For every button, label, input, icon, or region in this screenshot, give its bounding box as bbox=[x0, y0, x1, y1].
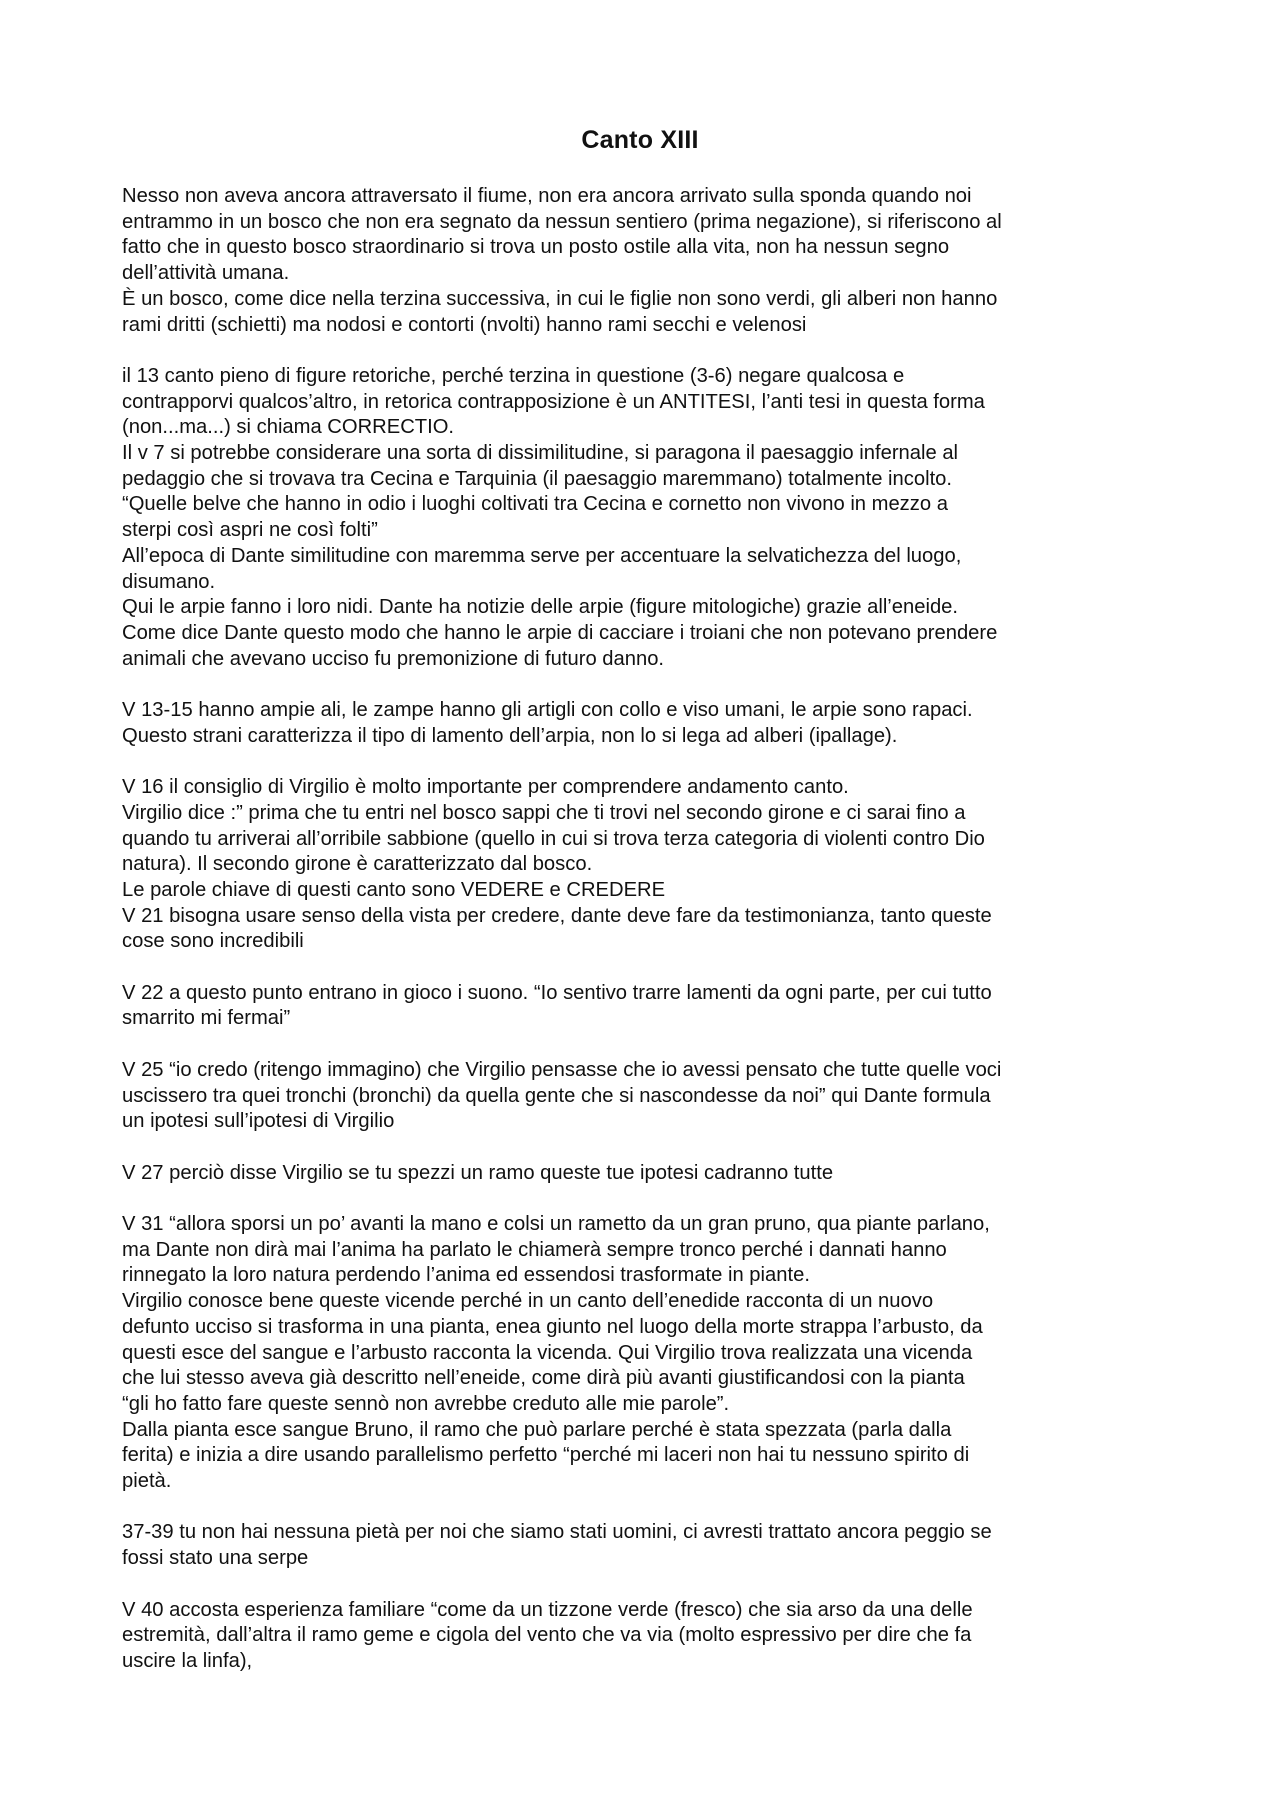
text-line: uscire la linfa), bbox=[122, 1649, 253, 1672]
text-line: “Quelle belve che hanno in odio i luoghi coltivati tra Cecina e cornetto non vivono in mezzo a bbox=[122, 493, 948, 516]
text-line: dell’attività umana. bbox=[122, 262, 290, 285]
paragraph bbox=[122, 981, 1182, 1032]
text-line: Come dice Dante questo modo che hanno le arpie di cacciare i troiani che non potevano prendere bbox=[122, 621, 998, 644]
text-line: natura). Il secondo girone è caratterizzato dal bosco. bbox=[122, 853, 593, 876]
text-line: estremità, dall’altra il ramo geme e cigola del vento che va via (molto espressivo per dire che fa bbox=[122, 1624, 972, 1647]
text-line: entrammo in un bosco che non era segnato da nessun sentiero (prima negazione), si riferiscono al bbox=[122, 210, 1002, 233]
text-line: V 27 perciò disse Virgilio se tu spezzi un ramo queste tue ipotesi cadranno tutte bbox=[122, 1161, 834, 1184]
text-line: fossi stato una serpe bbox=[122, 1547, 309, 1570]
text-line: contrapporvi qualcos’altro, in retorica contrapposizione è un ANTITESI, l’anti tesi in questa forma bbox=[122, 390, 985, 413]
paragraph-gap bbox=[122, 1032, 1182, 1058]
text-line: sterpi così aspri ne così folti” bbox=[122, 519, 378, 542]
paragraph bbox=[122, 184, 1182, 338]
page-title: Canto XIII bbox=[581, 126, 699, 154]
text-line: Virgilio dice :” prima che tu entri nel bosco sappi che ti trovi nel secondo girone e ci sarai fino a bbox=[122, 801, 966, 824]
text-line: Qui le arpie fanno i loro nidi. Dante ha notizie delle arpie (figure mitologiche) grazie all’eneide. bbox=[122, 596, 959, 619]
text-line: cose sono incredibili bbox=[122, 930, 304, 953]
paragraph bbox=[122, 1598, 1182, 1675]
paragraph-gap bbox=[122, 1572, 1182, 1598]
text-line: questi esce del sangue e l’arbusto racconta la vicenda. Qui Virgilio trova realizzata una vicenda bbox=[122, 1341, 973, 1364]
text-line: Le parole chiave di questi canto sono VEDERE e CREDERE bbox=[122, 878, 666, 901]
paragraph-gap bbox=[122, 1186, 1182, 1212]
text-line: pietà. bbox=[122, 1470, 172, 1493]
text-line: V 25 “io credo (ritengo immagino) che Virgilio pensasse che io avessi pensato che tutte quelle voci bbox=[122, 1058, 1002, 1081]
paragraph bbox=[122, 775, 1182, 955]
paragraph bbox=[122, 698, 1182, 749]
text-line: Nesso non aveva ancora attraversato il fiume, non era ancora arrivato sulla sponda quando noi bbox=[122, 185, 972, 207]
paragraph bbox=[122, 1212, 1182, 1495]
text-line: “gli ho fatto fare queste sennò non avrebbe creduto alle mie parole”. bbox=[122, 1392, 730, 1415]
paragraph-gap bbox=[122, 749, 1182, 775]
text-line: rami dritti (schietti) ma nodosi e contorti (nvolti) hanno rami secchi e velenosi bbox=[122, 313, 807, 336]
paragraph bbox=[122, 1058, 1182, 1135]
paragraph-gap bbox=[122, 672, 1182, 698]
text-line: animali che avevano ucciso fu premonizione di futuro danno. bbox=[122, 647, 665, 670]
text-line: (non...ma...) si chiama CORRECTIO. bbox=[122, 416, 455, 439]
text-line: V 16 il consiglio di Virgilio è molto importante per comprendere andamento canto. bbox=[122, 776, 849, 799]
text-line: 37-39 tu non hai nessuna pietà per noi che siamo stati uomini, ci avresti trattato ancora peggio se bbox=[122, 1521, 992, 1544]
text-line: rinnegato la loro natura perdendo l’anima ed essendosi trasformate in piante. bbox=[122, 1264, 810, 1287]
text-line: un ipotesi sull’ipotesi di Virgilio bbox=[122, 1110, 395, 1133]
text-line: quando tu arriverai all’orribile sabbione (quello in cui si trova terza categoria di violenti contro Dio bbox=[122, 827, 985, 850]
text-line: smarrito mi fermai” bbox=[122, 1007, 291, 1030]
text-line: Dalla pianta esce sangue Bruno, il ramo che può parlare perché è stata spezzata (parla dalla bbox=[122, 1418, 952, 1441]
paragraph-gap bbox=[122, 1495, 1182, 1521]
text-line: V 13-15 hanno ampie ali, le zampe hanno gli artigli con collo e viso umani, le arpie sono rapaci. bbox=[122, 699, 973, 722]
text-line: uscissero tra quei tronchi (bronchi) da quella gente che si nascondesse da noi” qui Dante formula bbox=[122, 1084, 991, 1107]
paragraph-gap bbox=[122, 955, 1182, 981]
text-line: V 21 bisogna usare senso della vista per credere, dante deve fare da testimonianza, tanto queste bbox=[122, 904, 992, 927]
text-line: V 22 a questo punto entrano in gioco i suono. “Io sentivo trarre lamenti da ogni parte, per cui tutto bbox=[122, 981, 992, 1004]
text-line: Virgilio conosce bene queste vicende perché in un canto dell’enedide racconta di un nuovo bbox=[122, 1290, 934, 1313]
text-line: ferita) e inizia a dire usando parallelismo perfetto “perché mi laceri non hai tu nessuno spirito di bbox=[122, 1444, 970, 1467]
text-line: fatto che in questo bosco straordinario si trova un posto ostile alla vita, non ha nessun segno bbox=[122, 236, 950, 259]
paragraph bbox=[122, 1520, 1182, 1571]
text-line: il 13 canto pieno di figure retoriche, perché terzina in questione (3-6) negare qualcosa e bbox=[122, 364, 905, 387]
paragraph bbox=[122, 364, 1182, 672]
text-line: ma Dante non dirà mai l’anima ha parlato le chiamerà sempre tronco perché i dannati hanno bbox=[122, 1238, 947, 1261]
text-line: pedaggio che si trovava tra Cecina e Tarquinia (il paesaggio maremmano) totalmente incolto. bbox=[122, 467, 953, 490]
text-line: V 40 accosta esperienza familiare “come da un tizzone verde (fresco) che sia arso da una delle bbox=[122, 1598, 973, 1621]
text-line: Il v 7 si potrebbe considerare una sorta di dissimilitudine, si paragona il paesaggio infernale al bbox=[122, 442, 959, 465]
paragraph-gap bbox=[122, 338, 1182, 364]
text-line: È un bosco, come dice nella terzina successiva, in cui le figlie non sono verdi, gli alberi non hanno bbox=[122, 287, 998, 310]
text-line: disumano. bbox=[122, 570, 216, 593]
text-line: All’epoca di Dante similitudine con maremma serve per accentuare la selvatichezza del luogo, bbox=[122, 544, 962, 567]
text-line: V 31 “allora sporsi un po’ avanti la mano e colsi un rametto da un gran pruno, qua piante parlano, bbox=[122, 1213, 990, 1236]
text-line: defunto ucciso si trasforma in una pianta, enea giunto nel luogo della morte strappa l’arbusto, da bbox=[122, 1315, 983, 1338]
paragraph bbox=[122, 1161, 1182, 1187]
text-line: che lui stesso aveva già descritto nell’eneide, come dirà più avanti giustificandosi con la pianta bbox=[122, 1367, 965, 1390]
paragraph-gap bbox=[122, 1135, 1182, 1161]
document-body bbox=[122, 184, 1182, 1675]
text-line: Questo strani caratterizza il tipo di lamento dell’arpia, non lo si lega ad alberi (ipallage). bbox=[122, 724, 898, 747]
